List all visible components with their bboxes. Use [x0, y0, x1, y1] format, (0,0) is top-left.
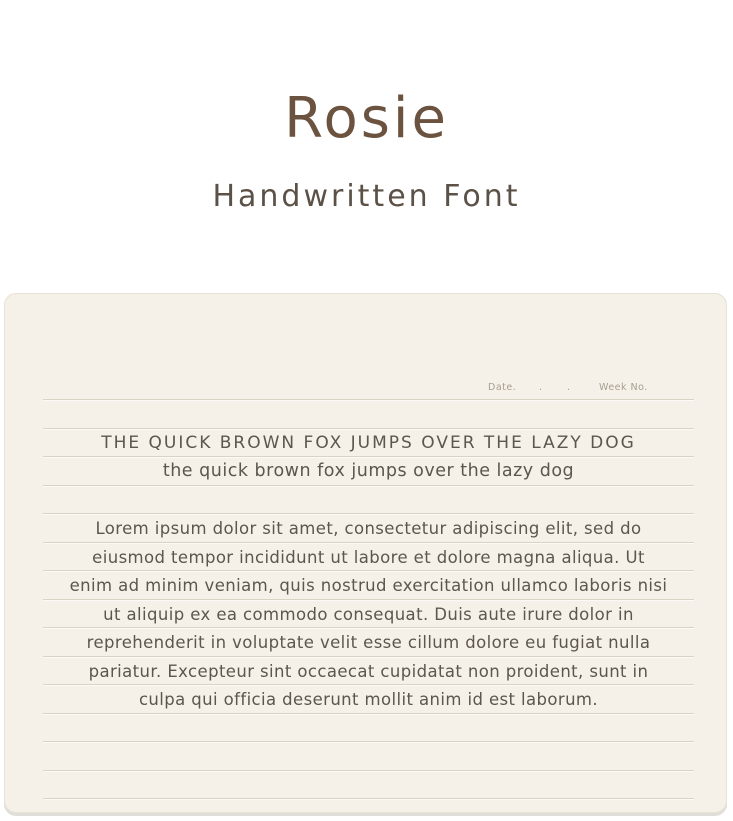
- ruled-line: [43, 713, 694, 715]
- page-subtitle: Handwritten Font: [212, 179, 521, 214]
- ruled-line: [43, 399, 694, 401]
- date-label: Date.: [488, 382, 517, 393]
- sample-text: [43, 427, 694, 712]
- ruled-line: [43, 770, 694, 772]
- paragraph-line: enim ad minim veniam, quis nostrud exercitation ullamco laboris nisi: [69, 576, 668, 595]
- paragraph-line: eiusmod tempor incididunt ut labore et dolore magna aliqua. Ut: [92, 547, 645, 567]
- meta-row: [43, 380, 694, 396]
- pangram-lowercase: the quick brown fox jumps over the lazy dog: [162, 461, 575, 481]
- pangram-uppercase: THE QUICK BROWN FOX JUMPS OVER THE LAZY DOG: [101, 432, 636, 453]
- ruled-line: [43, 741, 694, 743]
- ruled-line: [43, 798, 694, 800]
- date-separator-dot: .: [539, 382, 543, 393]
- blank-row: [43, 484, 694, 513]
- paragraph-line: reprehenderit in voluptate velit esse cillum dolore eu fugiat nulla: [86, 633, 651, 652]
- page-title: Rosie: [284, 86, 449, 151]
- paragraph-line: culpa qui officia deserunt mollit anim id est laborum.: [138, 690, 599, 709]
- notebook-panel: [4, 293, 727, 813]
- paragraph-line: Lorem ipsum dolor sit amet, consectetur adipiscing elit, sed do: [95, 519, 642, 538]
- paragraph-line: ut aliquip ex ea commodo consequat. Duis aute irure dolor in: [103, 604, 634, 624]
- week-no-label: Week No.: [599, 382, 648, 393]
- paragraph-line: pariatur. Excepteur sint occaecat cupidatat non proident, sunt in: [88, 661, 649, 681]
- date-separator-dot: .: [567, 382, 571, 393]
